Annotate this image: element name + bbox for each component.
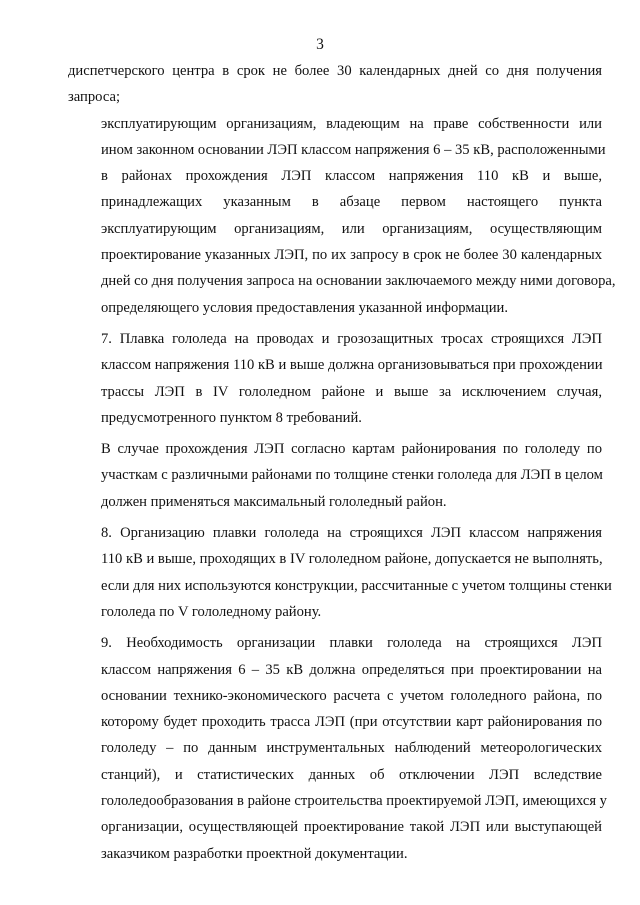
text-line: предусмотренного пунктом 8 требований. [101,409,362,426]
text-line: ином законном основании ЛЭП классом напряжения 6 – 35 кВ, расположенными [101,141,606,158]
text-line: гололеду – по данным инструментальных наблюдений метеорологических [101,740,602,757]
text-line: эксплуатирующим организациям, или организациям, осуществляющим [101,220,602,237]
text-line: определяющего условия предоставления указанной информации. [101,299,509,316]
text-line: трассы ЛЭП в IV гололедном районе и выше за исключением случая, [101,383,602,400]
text-line: гололеда по V гололедному району. [101,603,322,620]
text-line: 110 кВ и выше, проходящих в IV гололедном районе, допускается не выполнять, [101,551,603,568]
text-line: диспетчерского центра в срок не более 30 календарных дней со дня получения [68,63,602,79]
text-line: должен применяться максимальный гололедный район. [101,493,447,510]
text-line: заказчиком разработки проектной документации. [101,845,408,862]
text-line: принадлежащих указанным в абзаце первом настоящего пункта [101,194,602,211]
paragraph [68,111,616,321]
paragraph [68,630,607,867]
paragraph [68,326,602,431]
text-line: 7. Плавка гололеда на проводах и грозозащитных тросах строящихся ЛЭП [101,330,602,347]
text-line: если для них используются конструкции, рассчитанные с учетом толщины стенки [101,577,612,594]
document-body [68,58,616,867]
text-line: станций), и статистических данных об отключении ЛЭП вследствие [101,766,602,783]
text-line: В случае прохождения ЛЭП согласно картам районирования по гололеду по [101,441,602,458]
text-line: основании технико-экономического расчета с учетом гололедного района, по [101,687,602,704]
page-number: 3 [316,36,324,53]
text-line: которому будет проходить трасса ЛЭП (при отсутствии карт районирования по [101,714,602,731]
text-line: организации, осуществляющей проектирование такой ЛЭП или выступающей [101,819,602,836]
text-line: проектирование указанных ЛЭП, по их запросу в срок не более 30 календарных [101,247,602,264]
text-line: участкам с различными районами по толщине стенки гололеда для ЛЭП в целом [101,467,603,484]
text-line: классом напряжения 6 – 35 кВ должна определяться при проектировании на [101,661,602,678]
text-line: классом напряжения 110 кВ и выше должна организовываться при прохождении [101,357,603,374]
text-line: гололедообразования в районе строительства проектируемой ЛЭП, имеющихся у [101,793,607,810]
text-line: эксплуатирующим организациям, владеющим на праве собственности или [101,115,602,132]
paragraph [68,520,612,625]
paragraph [68,58,602,111]
text-line: в районах прохождения ЛЭП классом напряжения 110 кВ и выше, [101,168,602,185]
paragraph [68,436,602,515]
text-line: дней со дня получения запроса на основании заключаемого между ними договора, [101,273,616,290]
text-line: запроса; [68,89,121,106]
text-line: 8. Организацию плавки гололеда на строящихся ЛЭП классом напряжения [101,525,602,542]
text-line: 9. Необходимость организации плавки гололеда на строящихся ЛЭП [101,635,602,652]
